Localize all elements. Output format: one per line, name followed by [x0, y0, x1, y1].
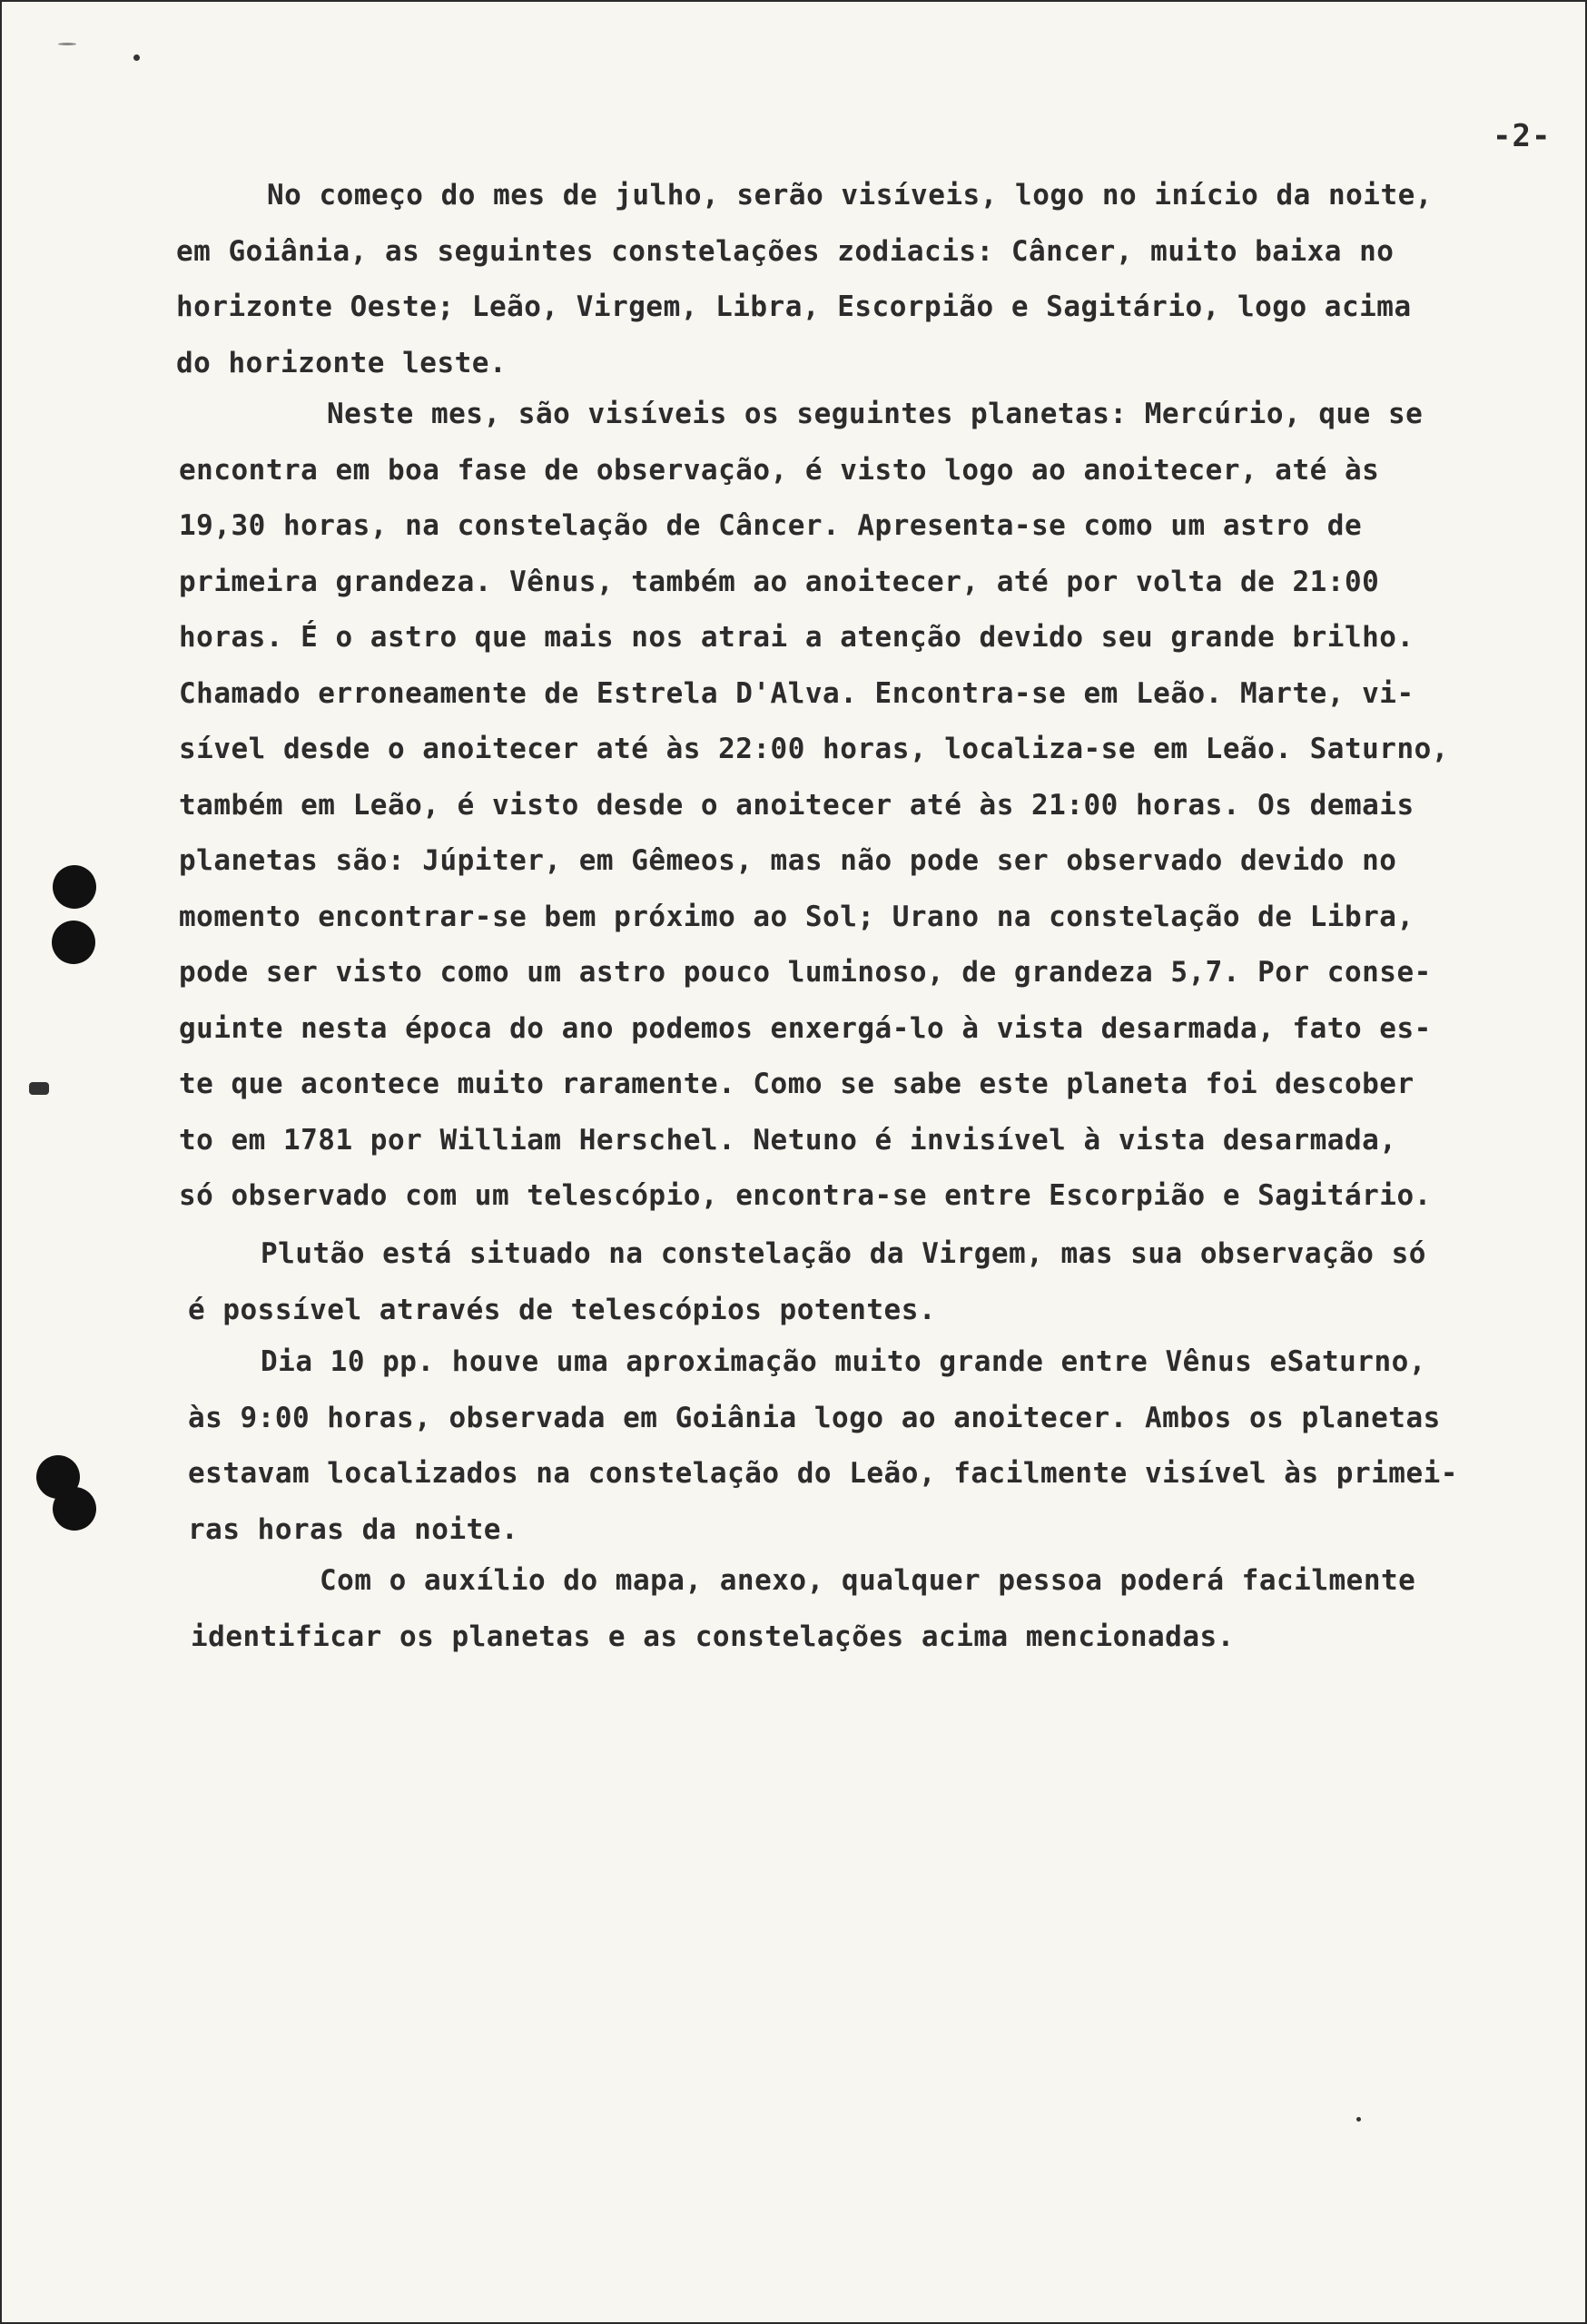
paragraph-5 [191, 1553, 1415, 1665]
paragraph-4 [188, 1334, 1458, 1558]
text-line: ras horas da noite. [188, 1512, 519, 1546]
text-line: só observado com um telescópio, encontra-se entre Escorpião e Sagitário. [179, 1179, 1432, 1212]
text-line: sível desde o anoitecer até às 22:00 horas, localiza-se em Leão. Saturno, [179, 733, 1449, 765]
text-line: No começo do mes de julho, serão visíveis, logo no início da noite, [267, 179, 1433, 212]
text-line: pode ser visto como um astro pouco luminoso, de grandeza 5,7. Por conse- [179, 956, 1432, 989]
punch-hole [53, 1487, 96, 1531]
paragraph-2 [179, 387, 1449, 1225]
text-line: às 9:00 horas, observada em Goiânia logo ao anoitecer. Ambos os planetas [188, 1401, 1441, 1434]
punch-hole [52, 921, 95, 964]
text-line: Com o auxílio do mapa, anexo, qualquer pessoa poderá facilmente [320, 1564, 1416, 1597]
text-line: também em Leão, é visto desde o anoitecer até às 21:00 horas. Os demais [179, 788, 1414, 822]
paper-mark [133, 54, 140, 61]
paper-mark [1356, 2117, 1361, 2122]
text-line: Dia 10 pp. houve uma aproximação muito grande entre Vênus eSaturno, [261, 1345, 1426, 1378]
text-line: encontra em boa fase de observação, é visto logo ao anoitecer, até às [179, 453, 1380, 487]
text-line: horas. É o astro que mais nos atrai a atenção devido seu grande brilho. [179, 621, 1414, 654]
text-line: primeira grandeza. Vênus, também ao anoitecer, até por volta de 21:00 [179, 565, 1380, 598]
paper-mark [29, 1082, 49, 1095]
text-line: momento encontrar-se bem próximo ao Sol; Urano na constelação de Libra, [179, 900, 1414, 933]
text-line: planetas são: Júpiter, em Gêmeos, mas não pode ser observado devido no [179, 844, 1397, 877]
text-line: identificar os planetas e as constelações acima mencionadas. [191, 1620, 1235, 1653]
page-number: -2- [1493, 118, 1552, 154]
text-line: te que acontece muito raramente. Como se sabe este planeta foi descober [179, 1068, 1414, 1100]
punch-hole [53, 865, 96, 909]
text-line: 19,30 horas, na constelação de Câncer. Apresenta-se como um astro de [179, 509, 1363, 542]
text-line: é possível através de telescópios potentes. [188, 1293, 937, 1326]
text-line: Neste mes, são visíveis os seguintes planetas: Mercúrio, que se [327, 398, 1424, 430]
paper-mark [58, 43, 76, 45]
text-line: Chamado erroneamente de Estrela D'Alva. Encontra-se em Leão. Marte, vi- [179, 676, 1414, 710]
text-line: guinte nesta época do ano podemos enxergá-lo à vista desarmada, fato es- [179, 1011, 1432, 1045]
text-line: to em 1781 por William Herschel. Netuno é invisível à vista desarmada, [179, 1123, 1397, 1157]
paragraph-1 [176, 168, 1433, 391]
text-line: horizonte Oeste; Leão, Virgem, Libra, Escorpião e Sagitário, logo acima [176, 290, 1412, 323]
text-line: em Goiânia, as seguintes constelações zodiacis: Câncer, muito baixa no [176, 234, 1395, 268]
text-line: estavam localizados na constelação do Leão, facilmente visível às primei- [188, 1457, 1458, 1490]
text-line: do horizonte leste. [176, 346, 508, 379]
text-line: Plutão está situado na constelação da Virgem, mas sua observação só [261, 1237, 1426, 1270]
paragraph-3 [188, 1226, 1426, 1338]
